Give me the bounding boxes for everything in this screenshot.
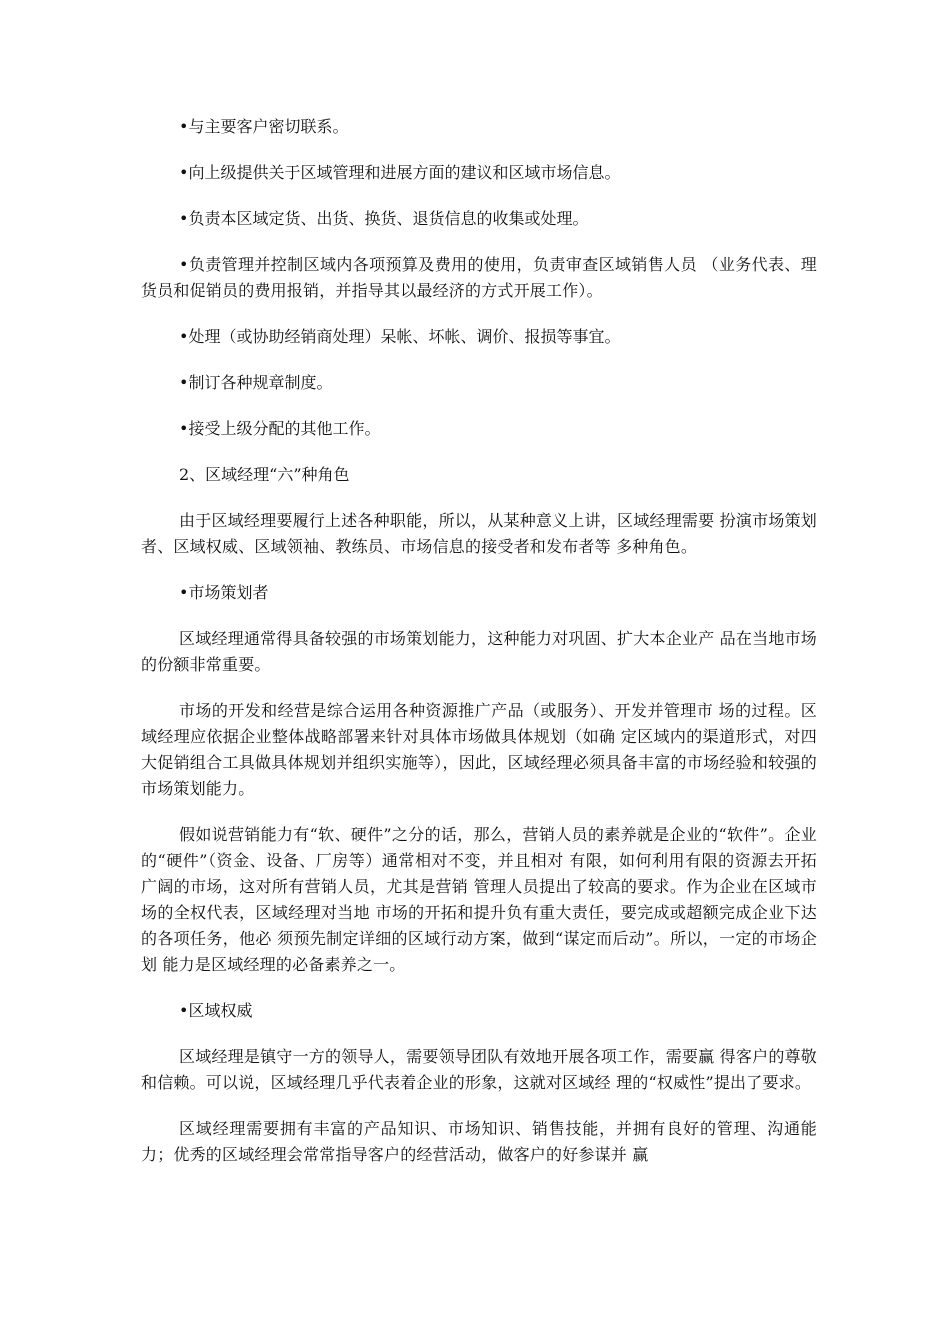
role-regional-authority-heading: •区域权威	[179, 1001, 253, 1020]
role-market-planner-heading: •市场策划者	[179, 583, 269, 602]
market-planner-paragraph-2: 市场的开发和经营是综合运用各种资源推广产品（或服务）、开发并管理市 场的过程。区域经理应依据企业整体战略部署来针对具体市场做具体规划（如确 定区域内的渠道形式，对四大促销组合工具做具体规划并组织实施等），因此，区域经理必须具备丰富的市场经验和较强的市场策划能力。	[141, 701, 817, 798]
duty-regulations: •制订各种规章制度。	[179, 373, 333, 392]
roles-intro-paragraph: 由于区域经理要履行上述各种职能，所以，从某种意义上讲，区域经理需要 扮演市场策划者、区域权威、区域领袖、教练员、市场信息的接受者和发布者等 多种角色。	[141, 511, 817, 556]
duty-other-work: •接受上级分配的其他工作。	[179, 419, 381, 438]
regional-authority-paragraph-1: 区域经理是镇守一方的领导人，需要领导团队有效地开展各项工作，需要赢 得客户的尊敬和信赖。可以说，区域经理几乎代表着企业的形象，这就对区域经 理的“权威性”提出了要求。	[141, 1047, 817, 1092]
duty-budget-control: •负责管理并控制区域内各项预算及费用的使用，负责审查区域销售人员 （业务代表、理货员和促销员的费用报销，并指导其以最经济的方式开展工作）。	[141, 255, 817, 300]
market-planner-paragraph-3: 假如说营销能力有“软、硬件”之分的话，那么，营销人员的素养就是企业的“软件”。企业的“硬件”（资金、设备、厂房等）通常相对不变，并且相对 有限，如何利用有限的资源去开拓广阔的市场，这对所有营销人员，尤其是营销 管理人员提出了较高的要求。作为企业在区域市场的全权代表，区域经理对当地 市场的开拓和提升负有重大责任，要完成或超额完成企业下达的各项任务，他必 须预先制定详细的区域行动方案，做到“谋定而后动”。所以，一定的市场企划 能力是区域经理的必备素养之一。	[141, 825, 817, 974]
duty-bad-debts: •处理（或协助经销商处理）呆帐、坏帐、调价、报损等事宜。	[179, 327, 621, 346]
section-heading-six-roles: 2、区域经理“六”种角色	[179, 465, 350, 484]
document-body	[141, 114, 817, 1188]
duty-contact-key-clients: •与主要客户密切联系。	[179, 117, 349, 136]
duty-report-suggestions: •向上级提供关于区域管理和进展方面的建议和区域市场信息。	[179, 163, 621, 182]
duty-order-info: •负责本区域定货、出货、换货、退货信息的收集或处理。	[179, 209, 589, 228]
regional-authority-paragraph-2: 区域经理需要拥有丰富的产品知识、市场知识、销售技能，并拥有良好的管理、沟通能力；优秀的区域经理会常常指导客户的经营活动，做客户的好参谋并 赢	[141, 1119, 817, 1164]
market-planner-paragraph-1: 区域经理通常得具备较强的市场策划能力，这种能力对巩固、扩大本企业产 品在当地市场的份额非常重要。	[141, 629, 817, 674]
